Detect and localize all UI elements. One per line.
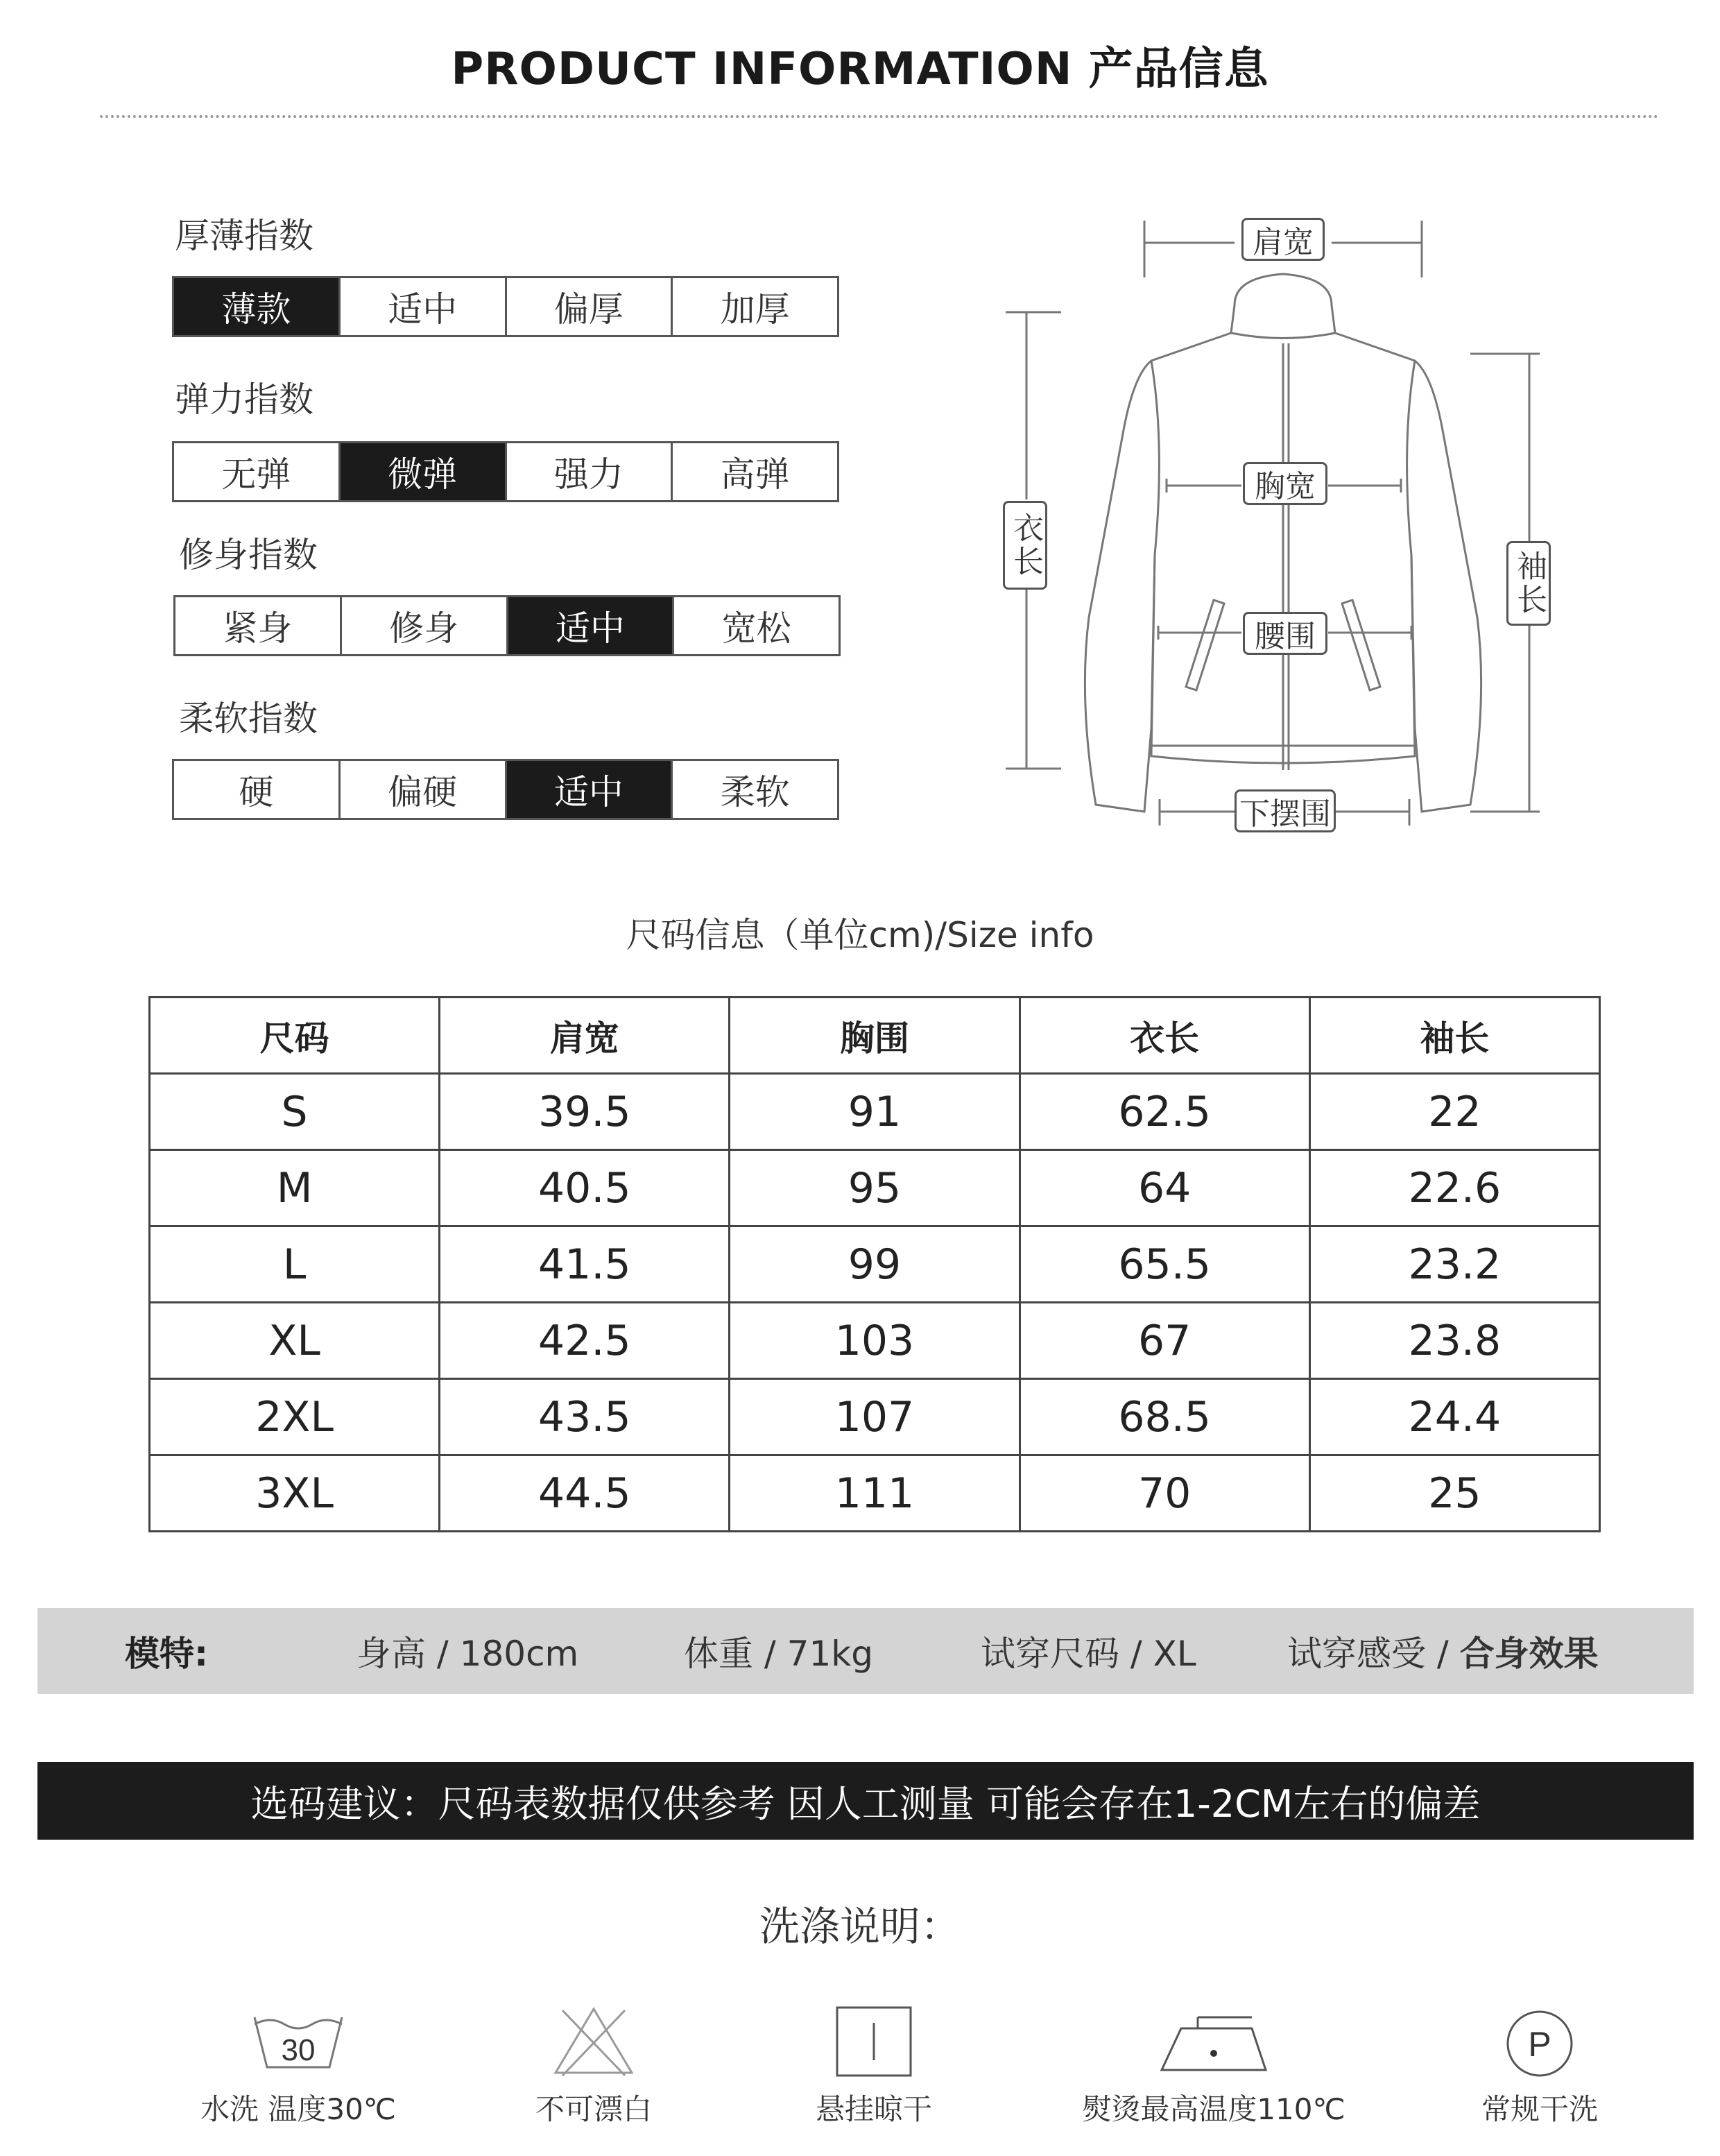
elasticity-option: 高弹 xyxy=(673,443,837,500)
model-try-size: 试穿尺码 / XL xyxy=(981,1634,1196,1674)
fit-option: 修身 xyxy=(342,597,508,654)
table-cell: 40.5 xyxy=(440,1150,730,1226)
wash-label: 水洗 温度30℃ xyxy=(200,2092,396,2126)
table-cell: 44.5 xyxy=(440,1455,730,1532)
garment-length-label: 衣长 xyxy=(1003,501,1047,590)
wash-label: 常规干洗 xyxy=(1481,2092,1598,2126)
sleeve-length-label: 袖长 xyxy=(1506,541,1551,626)
model-weight: 体重 / 71kg xyxy=(684,1634,873,1674)
table-cell: 41.5 xyxy=(440,1226,730,1303)
length-column-header: 衣长 xyxy=(1020,998,1309,1074)
hem-label: 下摆围 xyxy=(1235,789,1336,832)
table-cell: 91 xyxy=(730,1074,1020,1150)
wash-instruction xyxy=(448,2003,739,2128)
table-cell: 99 xyxy=(730,1226,1020,1303)
table-cell: M xyxy=(150,1150,440,1226)
fit-feel-value: 合身效果 xyxy=(1459,1634,1599,1674)
wash-instruction xyxy=(153,2003,444,2128)
shoulder-column-header: 肩宽 xyxy=(440,998,730,1074)
dry-clean-letter: P xyxy=(1528,2025,1551,2064)
table-cell: L xyxy=(150,1226,440,1303)
table-cell: 22 xyxy=(1309,1074,1599,1150)
thickness-option: 薄款 xyxy=(174,278,341,335)
table-cell: 64 xyxy=(1020,1150,1309,1226)
table-cell: XL xyxy=(150,1303,440,1379)
thickness-index-scale xyxy=(172,276,839,337)
fit-option: 紧身 xyxy=(175,597,342,654)
table-cell: 42.5 xyxy=(440,1303,730,1379)
table-cell: 22.6 xyxy=(1309,1150,1599,1226)
table-row xyxy=(150,1150,1600,1226)
fit-option: 宽松 xyxy=(674,597,839,654)
wash-instruction xyxy=(728,2003,1020,2128)
table-row xyxy=(150,1226,1600,1303)
dry-clean-p-icon xyxy=(1488,2003,1592,2080)
size-table-title: 尺码信息（单位cm)/Size info xyxy=(626,915,1094,955)
wash-label: 熨烫最高温度110℃ xyxy=(1082,2092,1345,2126)
size-column-header: 尺码 xyxy=(150,998,440,1074)
table-cell: 23.8 xyxy=(1309,1303,1599,1379)
table-cell: 62.5 xyxy=(1020,1074,1309,1150)
size-table xyxy=(148,996,1601,1532)
header-divider xyxy=(100,115,1659,118)
elasticity-option: 微弹 xyxy=(341,443,507,500)
table-cell: S xyxy=(150,1074,440,1150)
table-cell: 39.5 xyxy=(440,1074,730,1150)
table-cell: 68.5 xyxy=(1020,1379,1309,1455)
no-bleach-icon xyxy=(542,2003,646,2080)
table-cell: 65.5 xyxy=(1020,1226,1309,1303)
thickness-index-title: 厚薄指数 xyxy=(175,216,313,256)
softness-option: 硬 xyxy=(174,761,341,818)
wash-instruction xyxy=(1394,2003,1685,2128)
elasticity-index-scale xyxy=(172,441,839,502)
shoulder-width-label: 肩宽 xyxy=(1241,218,1325,261)
model-height: 身高 / 180cm xyxy=(356,1634,579,1674)
model-info-bar xyxy=(37,1608,1694,1694)
table-cell: 3XL xyxy=(150,1455,440,1532)
table-cell: 107 xyxy=(730,1379,1020,1455)
chest-column-header: 胸围 xyxy=(730,998,1020,1074)
iron-low-icon xyxy=(1155,2003,1273,2080)
table-row xyxy=(150,1074,1600,1150)
table-cell: 43.5 xyxy=(440,1379,730,1455)
table-cell: 103 xyxy=(730,1303,1020,1379)
size-table-header-row xyxy=(150,998,1600,1074)
softness-index-scale xyxy=(172,759,839,820)
table-cell: 23.2 xyxy=(1309,1226,1599,1303)
line-dry-icon xyxy=(822,2003,926,2080)
softness-option: 偏硬 xyxy=(341,761,507,818)
elasticity-option: 无弹 xyxy=(174,443,341,500)
softness-option: 适中 xyxy=(507,761,673,818)
softness-option: 柔软 xyxy=(673,761,837,818)
size-advice-banner: 选码建议：尺码表数据仅供参考 因人工测量 可能会存在1-2CM左右的偏差 xyxy=(37,1762,1694,1840)
jacket-outline-icon xyxy=(985,201,1554,846)
table-cell: 70 xyxy=(1020,1455,1309,1532)
table-cell: 67 xyxy=(1020,1303,1309,1379)
fit-index-scale xyxy=(173,595,841,656)
washing-instructions-title: 洗涤说明： xyxy=(759,1903,961,1950)
elasticity-index-title: 弹力指数 xyxy=(175,379,313,420)
table-cell: 24.4 xyxy=(1309,1379,1599,1455)
table-row xyxy=(150,1455,1600,1532)
softness-index-title: 柔软指数 xyxy=(179,699,318,739)
fit-index-title: 修身指数 xyxy=(179,535,318,575)
wash-label: 悬挂晾干 xyxy=(815,2092,932,2126)
chest-width-label: 胸宽 xyxy=(1243,462,1327,505)
table-row xyxy=(150,1379,1600,1455)
table-cell: 95 xyxy=(730,1150,1020,1226)
thickness-option: 偏厚 xyxy=(507,278,673,335)
fit-option: 适中 xyxy=(508,597,675,654)
model-fit-feel xyxy=(1287,1626,1599,1676)
thickness-option: 适中 xyxy=(341,278,507,335)
wash-instruction xyxy=(1068,2003,1359,2128)
table-cell: 111 xyxy=(730,1455,1020,1532)
model-label: 模特: xyxy=(125,1634,208,1674)
table-cell: 2XL xyxy=(150,1379,440,1455)
jacket-measurement-diagram xyxy=(985,201,1554,846)
table-row xyxy=(150,1303,1600,1379)
thickness-option: 加厚 xyxy=(673,278,837,335)
table-cell: 25 xyxy=(1309,1455,1599,1532)
elasticity-option: 强力 xyxy=(507,443,673,500)
page-title: PRODUCT INFORMATION 产品信息 xyxy=(451,44,1269,95)
waist-label: 腰围 xyxy=(1243,612,1327,655)
wash-30-icon xyxy=(246,2003,350,2080)
wash-temp-text: 30 xyxy=(281,2033,316,2067)
sleeve-column-header: 袖长 xyxy=(1309,998,1599,1074)
fit-feel-prefix: 试穿感受 / xyxy=(1287,1634,1460,1674)
wash-label: 不可漂白 xyxy=(535,2092,652,2126)
